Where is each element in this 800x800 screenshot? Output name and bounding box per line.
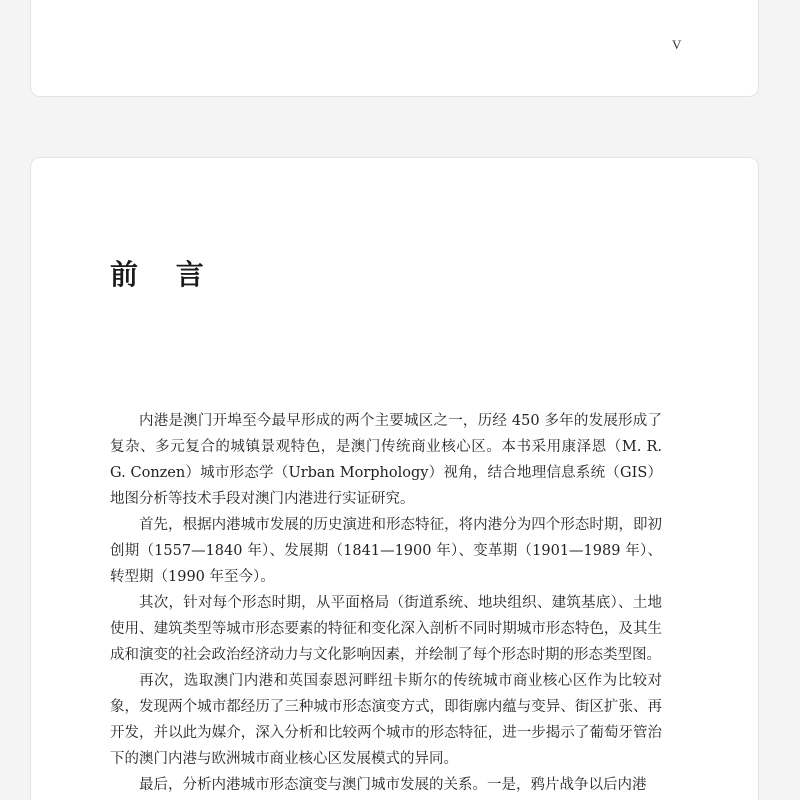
current-page [30, 157, 759, 800]
page-heading: 前 言 [110, 258, 218, 291]
previous-page [30, 0, 759, 97]
page-number: V [672, 37, 682, 52]
paragraph: 首先，根据内港城市发展的历史演进和形态特征，将内港分为四个形态时期，即初创期（1557—1840 年）、发展期（1841—1900 年）、变革期（1901—1989 年）、转型期（1990 年至今）。 [110, 517, 662, 585]
paragraph: 内港是澳门开埠至今最早形成的两个主要城区之一，历经 450 多年的发展形成了复杂、多元复合的城镇景观特色，是澳门传统商业核心区。本书采用康泽恩（M. R. G. Conzen）城市形态学（Urban Morphology）视角，结合地理信息系统（GIS）地图分析等技术手段对澳门内港进行实证研究。 [110, 413, 662, 507]
body-text [110, 408, 662, 798]
paragraph: 其次，针对每个形态时期，从平面格局（街道系统、地块组织、建筑基底）、土地使用、建筑类型等城市形态要素的特征和变化深入剖析不同时期城市形态特色，及其生成和演变的社会政治经济动力与文化影响因素，并绘制了每个形态时期的形态类型图。 [110, 595, 662, 663]
paragraph: 再次，选取澳门内港和英国泰恩河畔纽卡斯尔的传统城市商业核心区作为比较对象，发现两个城市都经历了三种城市形态演变方式，即街廓内蕴与变异、街区扩张、再开发，并以此为媒介，深入分析和比较两个城市的形态特征，进一步揭示了葡萄牙管治下的澳门内港与欧洲城市商业核心区发展模式的异同。 [110, 673, 662, 767]
paragraph: 最后，分析内港城市形态演变与澳门城市发展的关系。一是，鸦片战争以后内港 [139, 777, 647, 793]
